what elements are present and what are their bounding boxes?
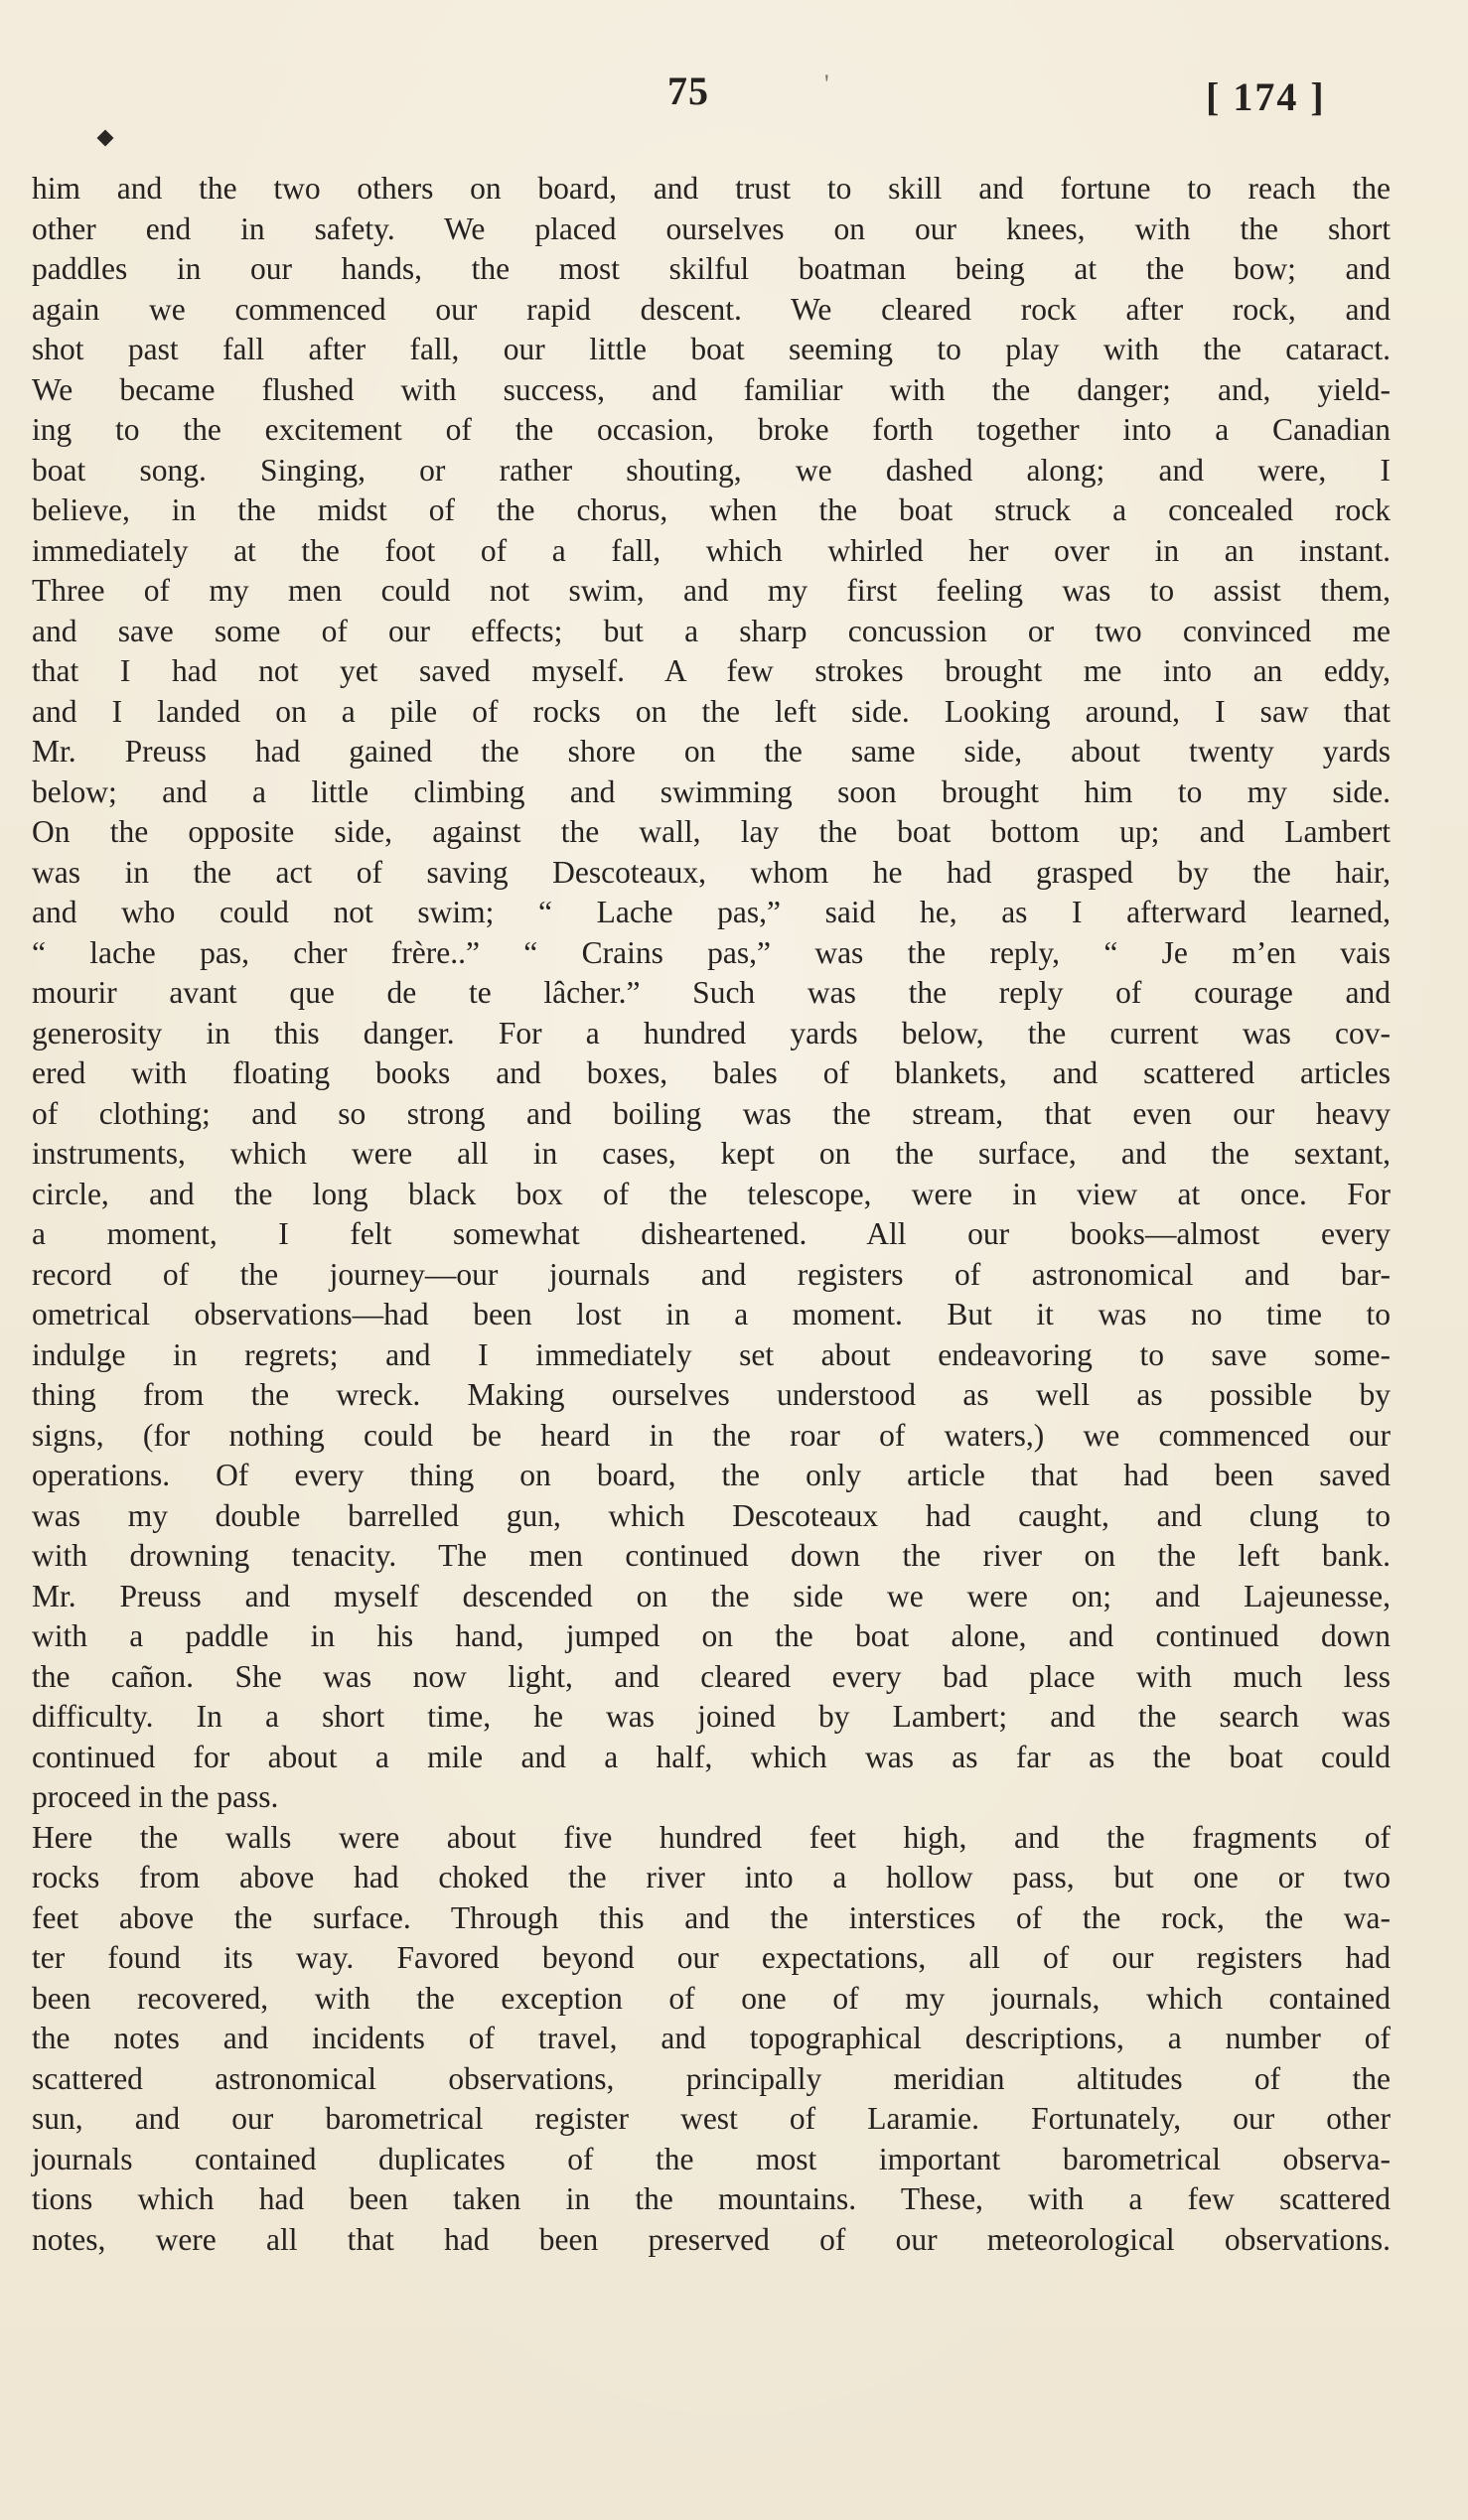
text-line: continued for about a mile and a half, which was as far as the boat could <box>32 1739 1391 1774</box>
text-line: thing from the wreck. Making ourselves understood as well as possible by <box>32 1377 1391 1412</box>
text-line: and who could not swim; “ Lache pas,” said he, as I afterward learned, <box>32 895 1391 929</box>
text-line: mourir avant que de te lâcher.” Such was the reply of courage and <box>32 975 1391 1010</box>
text-line: Mr. Preuss had gained the shore on the same side, about twenty yards <box>32 734 1391 769</box>
text-line: the cañon. She was now light, and cleared every bad place with much less <box>32 1658 1391 1694</box>
text-line: shot past fall after fall, our little boat seeming to play with the cataract. <box>32 332 1391 366</box>
text-line: sun, and our barometrical register west of Laramie. Fortunately, our other <box>32 2101 1391 2136</box>
text-line: with a paddle in his hand, jumped on the boat alone, and continued down <box>32 1618 1391 1653</box>
text-line: signs, (for nothing could be heard in the roar of waters,) we commenced our <box>32 1417 1391 1453</box>
text-line: rocks from above had choked the river into a hollow pass, but one or two <box>32 1860 1391 1894</box>
ink-bullet-mark <box>97 130 114 147</box>
text-line: was my double barrelled gun, which Descoteaux had caught, and clung to <box>32 1497 1391 1533</box>
text-line: the notes and incidents of travel, and topographical descriptions, a number of <box>32 2021 1391 2055</box>
printer-tick-mark: ' <box>824 70 829 98</box>
text-line: Three of my men could not swim, and my first feeling was to assist them, <box>32 573 1391 608</box>
text-line: with drowning tenacity. The men continued down the river on the left bank. <box>32 1538 1391 1573</box>
text-line: immediately at the foot of a fall, which whirled her over in an instant. <box>32 532 1391 568</box>
text-line: generosity in this danger. For a hundred yards below, the current was cov- <box>32 1015 1391 1050</box>
text-line: and I landed on a pile of rocks on the left side. Looking around, I saw that <box>32 693 1391 729</box>
text-line: ter found its way. Favored beyond our expectations, all of our registers had <box>32 1940 1391 1975</box>
text-line: tions which had been taken in the mountains. These, with a few scattered <box>32 2181 1391 2216</box>
text-line: indulge in regrets; and I immediately set about endeavoring to save some- <box>32 1336 1391 1372</box>
text-line: proceed in the pass. <box>32 1779 279 1814</box>
text-line: a moment, I felt somewhat disheartened. All our books—almost every <box>32 1216 1391 1251</box>
text-line: Mr. Preuss and myself descended on the side we were on; and Lajeunesse, <box>32 1578 1391 1613</box>
text-line: difficulty. In a short time, he was joined by Lambert; and the search was <box>32 1699 1391 1734</box>
text-line: believe, in the midst of the chorus, when the boat struck a concealed rock <box>32 492 1391 527</box>
text-line: ometrical observations—had been lost in a moment. But it was no time to <box>32 1297 1391 1331</box>
text-line: was in the act of saving Descoteaux, whom he had grasped by the hair, <box>32 854 1391 890</box>
text-line: We became flushed with success, and familiar with the danger; and, yield- <box>32 371 1391 407</box>
text-line: him and the two others on board, and trust to skill and fortune to reach the <box>32 171 1391 206</box>
body-text <box>32 169 1391 2260</box>
text-line: circle, and the long black box of the telescope, were in view at once. For <box>32 1176 1391 1211</box>
text-line: record of the journey—our journals and registers of astronomical and bar- <box>32 1256 1391 1292</box>
text-line: instruments, which were all in cases, kept on the surface, and the sextant, <box>32 1136 1391 1171</box>
document-number: [ 174 ] <box>1206 74 1326 119</box>
text-line: that I had not yet saved myself. A few strokes brought me into an eddy, <box>32 653 1391 688</box>
text-line: operations. Of every thing on board, the only article that had been saved <box>32 1458 1391 1492</box>
text-line: feet above the surface. Through this and the interstices of the rock, the wa- <box>32 1899 1391 1935</box>
text-line: and save some of our effects; but a sharp concussion or two convinced me <box>32 613 1391 648</box>
page-number: 75 <box>667 69 709 113</box>
text-line: paddles in our hands, the most skilful boatman being at the bow; and <box>32 251 1391 286</box>
text-line: of clothing; and so strong and boiling was the stream, that even our heavy <box>32 1095 1391 1131</box>
text-line: scattered astronomical observations, principally meridian altitudes of the <box>32 2060 1391 2096</box>
text-line: other end in safety. We placed ourselves on our knees, with the short <box>32 210 1391 246</box>
text-line: again we commenced our rapid descent. We cleared rock after rock, and <box>32 291 1391 327</box>
text-line: boat song. Singing, or rather shouting, we dashed along; and were, I <box>32 452 1391 488</box>
text-line: ered with floating books and boxes, bales of blankets, and scattered articles <box>32 1055 1391 1090</box>
text-line: been recovered, with the exception of one of my journals, which contained <box>32 1980 1391 2016</box>
text-line: notes, were all that had been preserved of our meteorological observations. <box>32 2221 1391 2257</box>
text-line: journals contained duplicates of the most important barometrical observa- <box>32 2141 1391 2176</box>
text-line: Here the walls were about five hundred feet high, and the fragments of <box>32 1819 1391 1855</box>
text-line: ing to the excitement of the occasion, broke forth together into a Canadian <box>32 412 1391 447</box>
text-line: On the opposite side, against the wall, lay the boat bottom up; and Lambert <box>32 814 1391 849</box>
text-line: below; and a little climbing and swimming soon brought him to my side. <box>32 773 1391 809</box>
text-line: “ lache pas, cher frère..” “ Crains pas,” was the reply, “ Je m’en vais <box>32 934 1391 970</box>
